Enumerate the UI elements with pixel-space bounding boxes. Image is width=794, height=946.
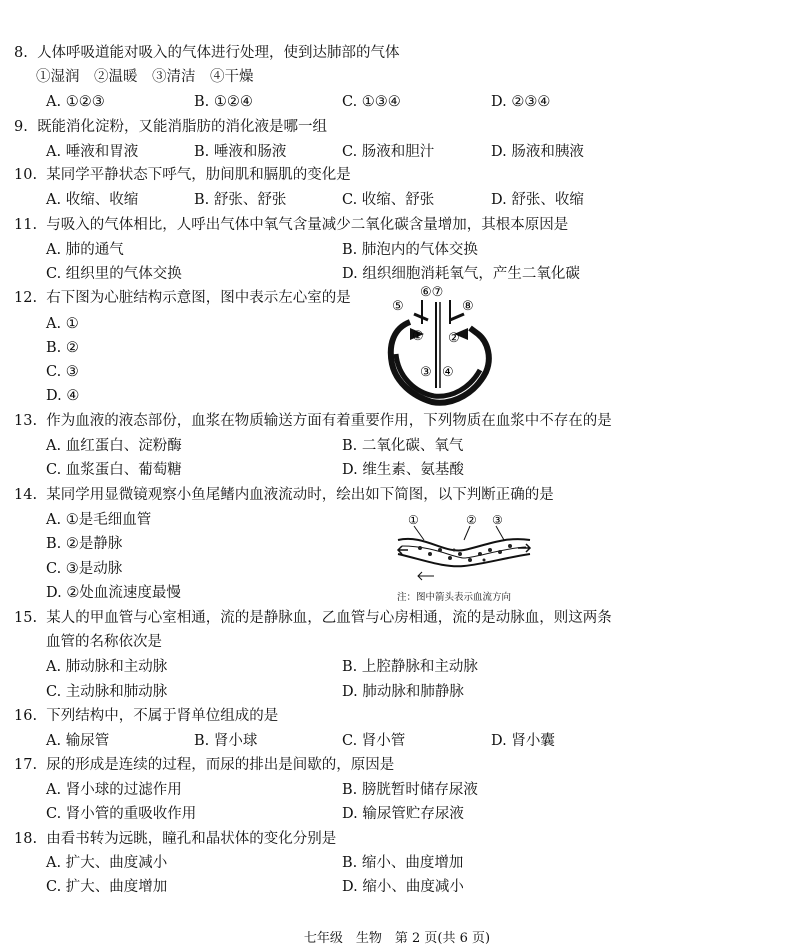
question-text: 某同学用显微镜观察小鱼尾鳍内血液流动时，绘出如下简图，以下判断正确的是 [46,487,554,503]
heart-structure-diagram [384,284,496,408]
label-1: ① [408,513,419,527]
question-number: 8. [14,45,28,61]
option-c[interactable]: C. 血浆蛋白、葡萄糖 [46,462,182,478]
option-c[interactable]: C. 主动脉和肺动脉 [46,684,168,700]
option-d[interactable]: D. ②③④ [491,94,551,110]
pointer-1 [414,526,424,540]
option-d[interactable]: D. ②处血流速度最慢 [46,585,181,601]
question-11-stem [14,216,568,234]
label-1: ① [412,329,424,344]
option-d[interactable]: D. 组织细胞消耗氧气，产生二氧化碳 [342,266,580,282]
option-b[interactable]: B. 肺泡内的气体交换 [342,242,478,258]
question-number: 15. [14,610,38,626]
figure-note: 注：图中箭头表示血流方向 [397,592,512,603]
question-number: 10. [14,167,38,183]
question-number: 16. [14,708,38,724]
option-b[interactable]: B. ② [46,340,79,356]
option-d[interactable]: D. ④ [46,388,80,404]
question-number: 12. [14,290,38,306]
question-number: 14. [14,487,38,503]
option-a[interactable]: A. 输尿管 [46,733,110,749]
option-c[interactable]: C. ③是动脉 [46,561,123,577]
label-8: ⑧ [462,299,474,314]
question-text: 作为血液的液态部份，血浆在物质输送方面有着重要作用，下列物质在血浆中不存在的是 [46,413,612,429]
option-c[interactable]: C. 肠液和胆汁 [342,144,435,160]
option-b[interactable]: B. ②是静脉 [46,536,123,552]
option-b[interactable]: B. ①②④ [194,94,253,110]
page-footer: 七年级 生物 第 2 页(共 6 页) [303,931,491,946]
option-b[interactable]: B. 肾小球 [194,733,258,749]
question-number: 13. [14,413,38,429]
question-text: 与吸入的气体相比，人呼出气体中氧气含量减少二氧化碳含量增加，其根本原因是 [46,217,569,233]
question-12-stem [14,289,351,307]
option-a[interactable]: A. ①②③ [46,94,105,110]
label-5: ⑤ [392,299,404,314]
option-d[interactable]: D. 肾小囊 [491,733,555,749]
question-number: 18. [14,831,38,847]
option-d[interactable]: D. 缩小、曲度减小 [342,879,464,895]
label-4: ④ [442,365,454,380]
label-2: ② [448,331,460,346]
blood-flow-diagram [394,510,534,588]
option-b[interactable]: B. 二氧化碳、氧气 [342,438,464,454]
option-d[interactable]: D. 输尿管贮存尿液 [342,806,464,822]
option-c[interactable]: C. 肾小管的重吸收作用 [46,806,197,822]
option-a[interactable]: A. 唾液和胃液 [46,144,139,160]
question-number: 9. [14,119,28,135]
option-a[interactable]: A. 肾小球的过滤作用 [46,782,182,798]
question-15-stem-continued: 血管的名称依次是 [46,634,162,650]
label-3: ③ [420,365,432,380]
option-a[interactable]: A. ① [46,316,79,332]
question-17-stem [14,756,394,774]
option-b[interactable]: B. 膀胱暂时储存尿液 [342,782,478,798]
pointer-2 [464,526,470,540]
label-2: ② [466,513,477,527]
option-b[interactable]: B. 缩小、曲度增加 [342,855,464,871]
question-8-stem [14,44,400,62]
question-16-stem [14,707,278,725]
question-text: 尿的形成是连续的过程，而尿的排出是间歇的，原因是 [46,757,395,773]
arrow-left [398,546,408,554]
question-text: 右下图为心脏结构示意图，图中表示左心室的是 [46,290,351,306]
option-d[interactable]: D. 维生素、氨基酸 [342,462,464,478]
option-b[interactable]: B. 舒张、舒张 [194,192,287,208]
question-number: 11. [14,217,38,233]
option-a[interactable]: A. 扩大、曲度减小 [46,855,168,871]
option-b[interactable]: B. 上腔静脉和主动脉 [342,659,478,675]
label-3: ③ [492,513,503,527]
option-c[interactable]: C. 收缩、舒张 [342,192,435,208]
option-a[interactable]: A. ①是毛细血管 [46,512,152,528]
option-c[interactable]: C. 肾小管 [342,733,406,749]
question-text: 某人的甲血管与心室相通，流的是静脉血，乙血管与心房相通，流的是动脉血，则这两条 [46,610,612,626]
question-15-stem [14,609,612,627]
question-18-stem [14,830,336,848]
arrow-bottom [418,572,434,580]
option-c[interactable]: C. ①③④ [342,94,401,110]
question-number: 17. [14,757,38,773]
option-b[interactable]: B. 唾液和肠液 [194,144,287,160]
question-14-stem [14,486,554,504]
option-a[interactable]: A. 肺的通气 [46,242,124,258]
option-c[interactable]: C. 扩大、曲度增加 [46,879,168,895]
option-a[interactable]: A. 收缩、收缩 [46,192,139,208]
vessel-lower [398,554,530,566]
question-text: 由看书转为远眺，瞳孔和晶状体的变化分别是 [46,831,337,847]
question-8-statements: ①湿润 ②温暖 ③清洁 ④干燥 [36,69,254,85]
atrium-wall-right [450,314,464,320]
option-c[interactable]: C. ③ [46,364,79,380]
option-c[interactable]: C. 组织里的气体交换 [46,266,182,282]
option-a[interactable]: A. 血红蛋白、淀粉酶 [46,438,182,454]
question-text: 人体呼吸道能对吸入的气体进行处理，使到达肺部的气体 [37,45,400,61]
question-text: 某同学平静状态下呼气，肋间肌和膈肌的变化是 [46,167,351,183]
option-d[interactable]: D. 舒张、收缩 [491,192,584,208]
label-6-7: ⑥⑦ [420,285,444,300]
question-text: 既能消化淀粉，又能消脂肪的消化液是哪一组 [37,119,328,135]
option-d[interactable]: D. 肠液和胰液 [491,144,584,160]
arrow-right [518,544,530,552]
question-text: 下列结构中，不属于肾单位组成的是 [46,708,279,724]
option-d[interactable]: D. 肺动脉和肺静脉 [342,684,464,700]
question-9-stem [14,118,327,136]
question-13-stem [14,412,612,430]
pointer-3 [496,526,504,540]
question-10-stem [14,166,351,184]
option-a[interactable]: A. 肺动脉和主动脉 [46,659,168,675]
